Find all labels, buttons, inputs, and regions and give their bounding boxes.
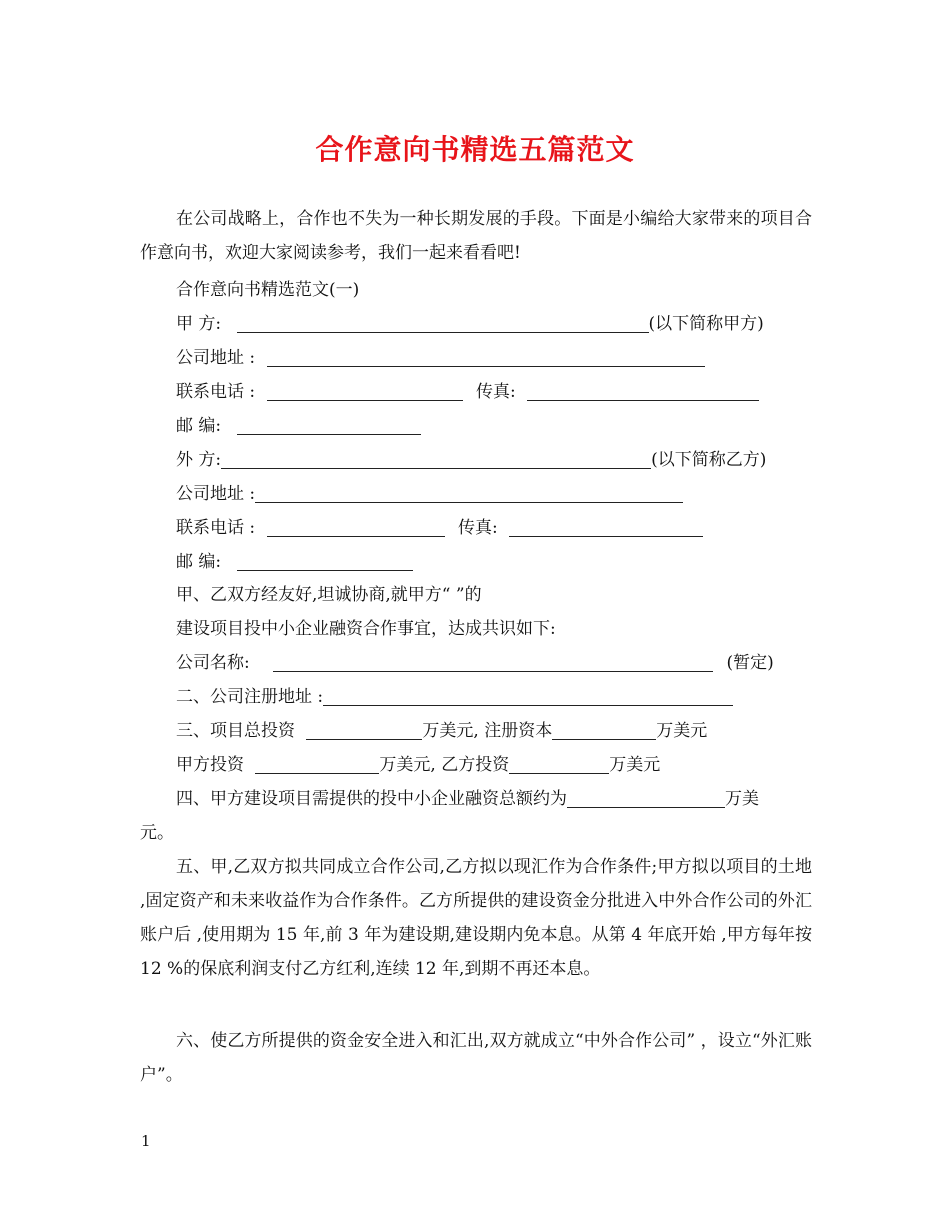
financing-amount-blank[interactable] [567,789,725,808]
registered-capital-blank[interactable] [552,721,656,740]
page-number: 1 [141,1132,151,1150]
party-a-postcode-line [176,409,421,443]
item-5-paragraph: 五、甲,乙双方拟共同成立合作公司,乙方拟以现汇作为合作条件;甲方拟以项目的土地 ,固定资产和未来收益作为合作条件。乙方所提供的建设资金分批进入中外合作公司的外汇账户后 ,使用期为 15 年,前 3 年为建设期,建设期内免本息。从第 4 年底开始 ,甲方每年按 12 %的保底利润支付乙方红利,连续 12 年,到期不再还本息。 [140,857,812,979]
party-a-postcode-blank[interactable] [237,416,421,435]
item-3-line [176,714,707,748]
investment-line [176,748,660,782]
item-3-unit-1: 万美元, 注册资本 [422,721,553,741]
party-a-suffix: (以下简称甲方) [648,314,764,334]
company-name-line [176,646,774,680]
company-name-label: 公司名称: [176,653,250,673]
party-b-contact-line [176,511,703,545]
party-a-name-blank[interactable] [237,314,649,333]
party-b-label: 外 方: [176,450,222,470]
item-6-paragraph: 六、使乙方所提供的资金安全进入和汇出,双方就成立“中外合作公司” ，设立“外汇账户”。 [140,1031,812,1085]
party-a-postcode-label: 邮 编: [176,416,222,436]
item-3-unit-2: 万美元 [656,721,708,741]
party-b-postcode-label: 邮 编: [176,552,222,572]
investment-unit-2: 万美元 [609,755,661,775]
party-a-investment-blank[interactable] [255,755,379,774]
party-b-phone-label: 联系电话 : [176,518,256,538]
party-b-fax-blank[interactable] [509,518,703,537]
party-a-fax-label: 传真: [475,382,516,402]
investment-label: 甲方投资 [176,755,244,775]
party-b-postcode-line [176,545,413,579]
item-4-text: 四、甲方建设项目需提供的投中小企业融资总额约为 [176,789,567,809]
item-4-line [176,782,759,816]
company-name-suffix: (暂定) [726,653,774,673]
party-b-address-label: 公司地址 : [176,484,256,504]
item-4-continuation: 元。 [140,823,174,843]
party-b-fax-label: 传真: [457,518,498,538]
party-a-label: 甲 方: [176,314,222,334]
agreement-line-1: 甲、乙双方经友好,坦诚协商,就甲方“ ”的 [176,585,482,605]
section-heading: 合作意向书精选范文(一) [176,280,360,300]
party-a-address-blank[interactable] [267,348,705,367]
party-b-suffix: (以下简称乙方) [651,450,767,470]
party-a-line [176,307,764,341]
registered-address-blank[interactable] [323,687,733,706]
party-b-name-blank[interactable] [221,450,651,469]
investment-unit-1: 万美元, 乙方投资 [379,755,510,775]
party-b-address-blank[interactable] [255,484,683,503]
party-a-contact-line [176,375,759,409]
document-title: 合作意向书精选五篇范文 [315,133,635,166]
party-a-address-label: 公司地址 : [176,348,256,368]
intro-paragraph: 在公司战略上，合作也不失为一种长期发展的手段。下面是小编给大家带来的项目合作意向书，欢迎大家阅读参考，我们一起来看看吧! [140,209,812,263]
party-a-phone-blank[interactable] [267,382,463,401]
party-a-fax-blank[interactable] [527,382,759,401]
item-2-label: 二、公司注册地址 : [176,687,324,707]
party-b-postcode-blank[interactable] [237,552,413,571]
company-name-blank[interactable] [273,653,713,672]
item-4-unit: 万美 [725,789,759,809]
party-b-phone-blank[interactable] [267,518,445,537]
party-b-investment-blank[interactable] [509,755,609,774]
party-a-phone-label: 联系电话 : [176,382,256,402]
agreement-line-2: 建设项目投中小企业融资合作事宜，达成共识如下: [176,619,556,639]
party-b-address-line [176,477,683,511]
total-investment-blank[interactable] [306,721,422,740]
party-a-address-line [176,341,705,375]
item-3-label: 三、项目总投资 [176,721,295,741]
party-b-line [176,443,766,477]
item-2-line [176,680,733,714]
